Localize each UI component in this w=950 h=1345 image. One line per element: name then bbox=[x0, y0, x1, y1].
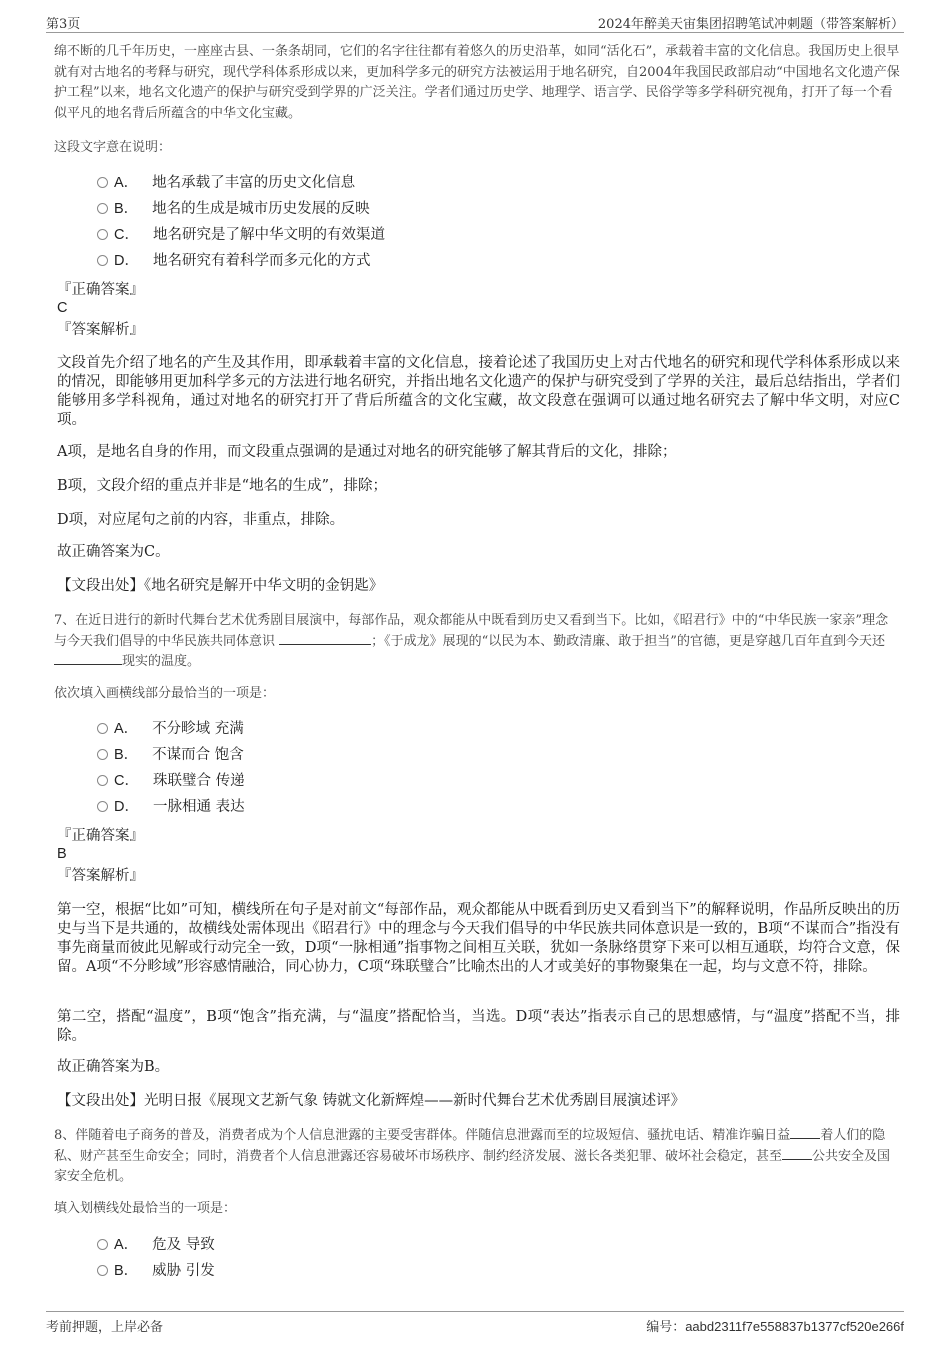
radio-icon[interactable] bbox=[97, 203, 108, 214]
radio-icon[interactable] bbox=[97, 749, 108, 760]
q8-stem: 8、伴随着电子商务的普及，消费者成为个人信息泄露的主要受害群体。伴随信息泄露而至的垃圾短信、骚扰电话、精准诈骗日益 着人们的隐私、财产甚至生命安全；同时，消费者个人信息泄露还容易破坏市场秩序、制约经济发展、滋长各类犯罪、破坏社会稳定，甚至 公共安全及国家安全危机。 bbox=[54, 1128, 891, 1184]
document-id: 编号：aabd2311f7e558837b1377cf520e266f bbox=[646, 1319, 904, 1334]
q7-analysis-paragraph: 第一空，根据“比如”可知，横线所在句子是对前文“每部作品，观众都能从中既看到历史又看到当下”的解释说明，作品所反映出的历史与当下是共通的，故横线处需体现出《昭君行》中的理念与今天我们倡导的中华民族共同体意识是一致的，B项“不谋而合”指没有事先商量而彼此见解或行动完全一致，D项“一脉相通”指事物之间相互关联，犹如一条脉络贯穿下来可以相互通联，均符合文意，保留。A项“不分畛域”形容感情融洽，同心协力，C项“珠联璧合”比喻杰出的人才或美好的事物聚集在一起，均与文意不符，排除。 bbox=[57, 902, 900, 975]
q7-analysis-paragraph: 第二空，搭配“温度”，B项“饱含”指充满，与“温度”搭配恰当，当选。D项“表达”指表示自己的思想感情，与“温度”搭配不当，排除。 bbox=[57, 1009, 900, 1044]
q7-option-a[interactable]: A． 不分畛域 充满 bbox=[97, 718, 244, 740]
q7-option-d[interactable]: D． 一脉相通 表达 bbox=[97, 796, 245, 818]
q7-analysis-conclusion: 故正确答案为B。 bbox=[57, 1059, 170, 1075]
q7-option-b[interactable]: B． 不谋而合 饱含 bbox=[97, 744, 244, 766]
radio-icon[interactable] bbox=[97, 1265, 108, 1276]
q8-prompt: 填入划横线处最恰当的一项是： bbox=[54, 1201, 237, 1216]
q6-analysis-conclusion: 故正确答案为C。 bbox=[57, 544, 170, 560]
q6-passage: 绵不断的几千年历史，一座座古县、一条条胡同，它们的名字往往都有着悠久的历史沿革，如同“活化石”，承载着丰富的文化信息。我国历史上很早就有对古地名的考释与研究，现代学科体系形成以来，更加科学多元的研究方法被运用于地名研究，自2004年我国民政部启动“中国地名文化遗产保护工程”以来，地名文化遗产的保护与研究受到学界的广泛关注。学者们通过历史学、地理学、语言学、民俗学等多学科研究视角，打开了每一个看似平凡的地名背后所蕴含的中华文化宝藏。 bbox=[54, 44, 900, 121]
fill-blank bbox=[279, 632, 371, 645]
radio-icon[interactable] bbox=[97, 1239, 108, 1250]
q8-option-a[interactable]: A． 危及 导致 bbox=[97, 1234, 215, 1256]
document-title: 2024年醉美天宙集团招聘笔试冲刺题（带答案解析） bbox=[597, 17, 904, 32]
q7-stem: 7、在近日进行的新时代舞台艺术优秀剧目展演中，每部作品，观众都能从中既看到历史又看到当下。比如，《昭君行》中的“中华民族一家亲”理念与今天我们倡导的中华民族共同体意识 ；《于成龙》展现的“以民为本、勤政清廉、敢于担当”的官德，更是穿越几百年直到今天还 现实的温度。 bbox=[54, 613, 889, 669]
fill-blank bbox=[782, 1147, 812, 1160]
fill-blank bbox=[790, 1126, 820, 1139]
q7-option-c[interactable]: C． 珠联璧合 传递 bbox=[97, 770, 245, 792]
q7-analysis-label: 『答案解析』 bbox=[57, 868, 144, 884]
q6-source: 【文段出处】《地名研究是解开中华文明的金钥匙》 bbox=[57, 578, 384, 594]
page-footer bbox=[46, 1311, 904, 1338]
q6-answer-label: 『正确答案』 bbox=[57, 282, 144, 298]
q6-option-c[interactable]: C． 地名研究是了解中华文明的有效渠道 bbox=[97, 224, 385, 246]
radio-icon[interactable] bbox=[97, 801, 108, 812]
q7-answer: B bbox=[57, 846, 67, 862]
q6-analysis-paragraph: B项，文段介绍的重点并非是“地名的生成”，排除； bbox=[57, 478, 387, 494]
q6-analysis-paragraph: 文段首先介绍了地名的产生及其作用，即承载着丰富的文化信息，接着论述了我国历史上对古代地名的研究和现代学科体系形成以来的情况，即能够用更加科学多元的方法进行地名研究，并指出地名文化遗产的保护与研究受到了学界的关注，最后总结指出，学者们能够用多学科视角，通过对地名的研究打开了背后所蕴含的文化宝藏，故文段意在强调可以通过地名研究去了解中华文明，对应C项。 bbox=[57, 355, 900, 428]
q6-analysis-paragraph: A项，是地名自身的作用，而文段重点强调的是通过对地名的研究能够了解其背后的文化，排除； bbox=[57, 444, 677, 460]
q6-option-b[interactable]: B． 地名的生成是城市历史发展的反映 bbox=[97, 198, 370, 220]
q6-answer: C bbox=[57, 300, 68, 316]
radio-icon[interactable] bbox=[97, 177, 108, 188]
radio-icon[interactable] bbox=[97, 255, 108, 266]
page-number: 第3页 bbox=[46, 17, 81, 32]
q6-option-d[interactable]: D． 地名研究有着科学而多元化的方式 bbox=[97, 250, 370, 272]
footer-slogan: 考前押题，上岸必备 bbox=[46, 1320, 164, 1335]
radio-icon[interactable] bbox=[97, 775, 108, 786]
q6-prompt: 这段文字意在说明： bbox=[54, 140, 172, 155]
q7-prompt: 依次填入画横线部分最恰当的一项是： bbox=[54, 686, 276, 701]
q7-answer-label: 『正确答案』 bbox=[57, 828, 144, 844]
radio-icon[interactable] bbox=[97, 229, 108, 240]
q8-option-b[interactable]: B． 威胁 引发 bbox=[97, 1260, 215, 1282]
page-header bbox=[46, 10, 904, 33]
q6-analysis-label: 『答案解析』 bbox=[57, 322, 144, 338]
q7-source: 【文段出处】光明日报《展现文艺新气象 铸就文化新辉煌——新时代舞台艺术优秀剧目展演述评》 bbox=[57, 1093, 686, 1109]
q6-analysis-paragraph: D项，对应尾句之前的内容，非重点，排除。 bbox=[57, 512, 345, 528]
q6-option-a[interactable]: A． 地名承载了丰富的历史文化信息 bbox=[97, 172, 355, 194]
radio-icon[interactable] bbox=[97, 723, 108, 734]
fill-blank bbox=[54, 652, 122, 665]
